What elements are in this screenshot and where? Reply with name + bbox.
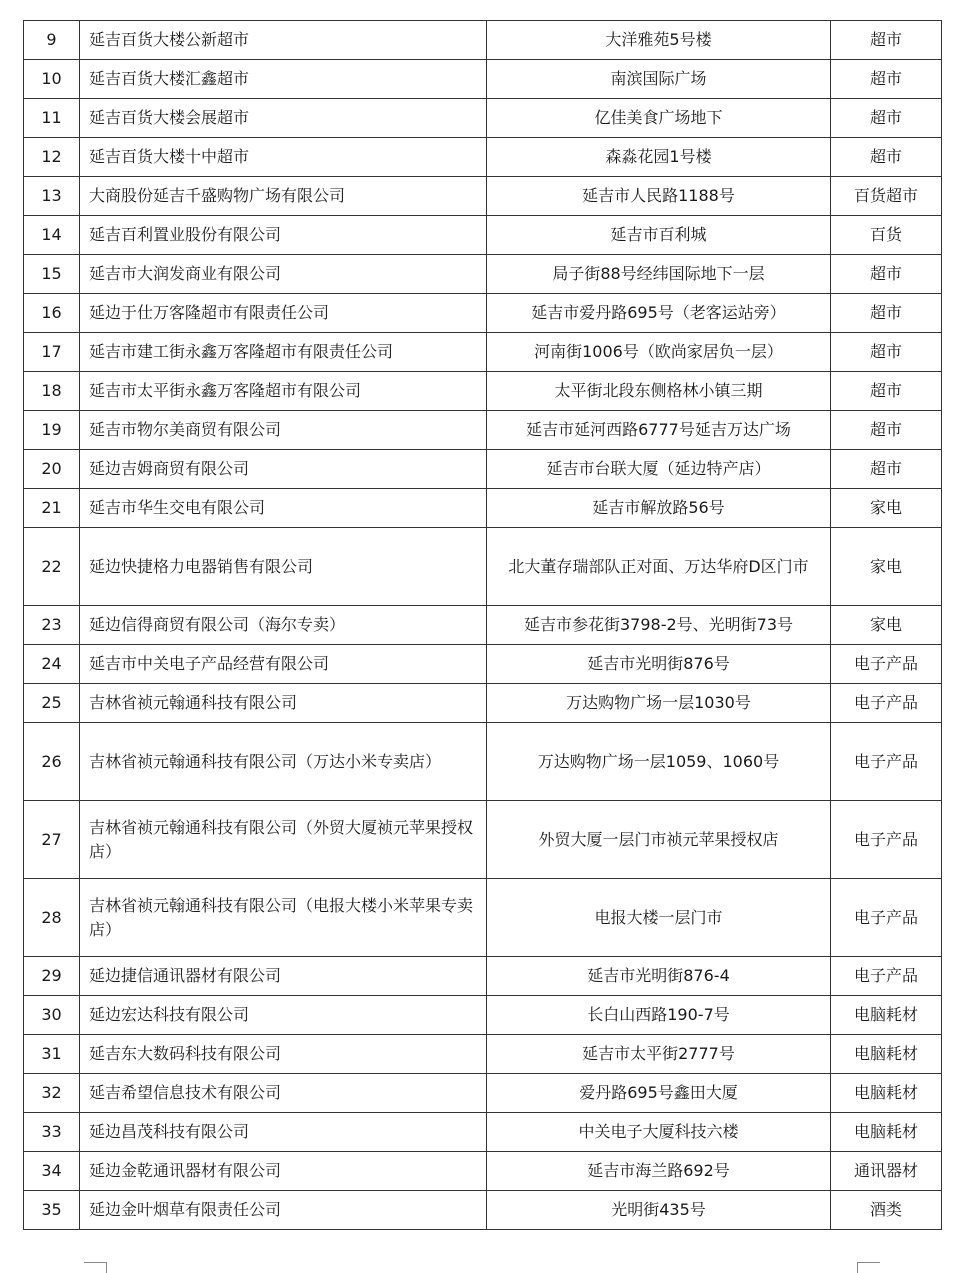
table-row	[24, 645, 942, 684]
address: 万达购物广场一层1030号	[487, 684, 831, 723]
address: 中关电子大厦科技六楼	[487, 1113, 831, 1152]
category: 电脑耗材	[831, 996, 942, 1035]
table-row	[24, 801, 942, 879]
category: 超市	[831, 333, 942, 372]
company-name: 延吉市太平街永鑫万客隆超市有限公司	[80, 372, 487, 411]
address: 局子街88号经纬国际地下一层	[487, 255, 831, 294]
table-row	[24, 177, 942, 216]
row-number: 16	[24, 294, 80, 333]
table-row	[24, 216, 942, 255]
category: 超市	[831, 60, 942, 99]
category: 超市	[831, 138, 942, 177]
company-name: 延吉希望信息技术有限公司	[80, 1074, 487, 1113]
table-row	[24, 99, 942, 138]
company-name: 延边信得商贸有限公司（海尔专卖）	[80, 606, 487, 645]
page-corner-mark-left	[84, 1262, 107, 1273]
table-row	[24, 21, 942, 60]
company-name: 大商股份延吉千盛购物广场有限公司	[80, 177, 487, 216]
category: 电子产品	[831, 957, 942, 996]
row-number: 33	[24, 1113, 80, 1152]
table-row	[24, 60, 942, 99]
row-number: 21	[24, 489, 80, 528]
address: 长白山西路190-7号	[487, 996, 831, 1035]
address: 南滨国际广场	[487, 60, 831, 99]
company-name: 吉林省祯元翰通科技有限公司	[80, 684, 487, 723]
row-number: 24	[24, 645, 80, 684]
row-number: 28	[24, 879, 80, 957]
row-number: 31	[24, 1035, 80, 1074]
category: 家电	[831, 528, 942, 606]
category: 百货	[831, 216, 942, 255]
company-name: 吉林省祯元翰通科技有限公司（万达小米专卖店）	[80, 723, 487, 801]
category: 家电	[831, 489, 942, 528]
category: 电子产品	[831, 645, 942, 684]
category: 电脑耗材	[831, 1113, 942, 1152]
row-number: 20	[24, 450, 80, 489]
table-row	[24, 255, 942, 294]
row-number: 26	[24, 723, 80, 801]
company-name: 延边金叶烟草有限责任公司	[80, 1191, 487, 1230]
category: 家电	[831, 606, 942, 645]
table-row	[24, 1191, 942, 1230]
table-row	[24, 1074, 942, 1113]
address: 延吉市参花街3798-2号、光明街73号	[487, 606, 831, 645]
table-row	[24, 1152, 942, 1191]
merchant-table-body	[24, 21, 942, 1230]
company-name: 延边捷信通讯器材有限公司	[80, 957, 487, 996]
address: 延吉市太平街2777号	[487, 1035, 831, 1074]
row-number: 9	[24, 21, 80, 60]
address: 万达购物广场一层1059、1060号	[487, 723, 831, 801]
address: 外贸大厦一层门市祯元苹果授权店	[487, 801, 831, 879]
table-row	[24, 957, 942, 996]
address: 延吉市解放路56号	[487, 489, 831, 528]
table-row	[24, 489, 942, 528]
company-name: 延吉市物尔美商贸有限公司	[80, 411, 487, 450]
category: 电脑耗材	[831, 1035, 942, 1074]
company-name: 延吉市大润发商业有限公司	[80, 255, 487, 294]
row-number: 18	[24, 372, 80, 411]
address: 延吉市光明街876-4	[487, 957, 831, 996]
company-name: 延吉市华生交电有限公司	[80, 489, 487, 528]
table-row	[24, 372, 942, 411]
company-name: 延吉百利置业股份有限公司	[80, 216, 487, 255]
company-name: 延吉百货大楼汇鑫超市	[80, 60, 487, 99]
company-name: 延吉东大数码科技有限公司	[80, 1035, 487, 1074]
row-number: 34	[24, 1152, 80, 1191]
address: 太平街北段东侧格林小镇三期	[487, 372, 831, 411]
address: 延吉市百利城	[487, 216, 831, 255]
row-number: 13	[24, 177, 80, 216]
company-name: 吉林省祯元翰通科技有限公司（电报大楼小米苹果专卖店）	[80, 879, 487, 957]
company-name: 延边金乾通讯器材有限公司	[80, 1152, 487, 1191]
company-name: 延吉百货大楼公新超市	[80, 21, 487, 60]
row-number: 30	[24, 996, 80, 1035]
company-name: 延边宏达科技有限公司	[80, 996, 487, 1035]
category: 超市	[831, 450, 942, 489]
table-row	[24, 1035, 942, 1074]
table-row	[24, 1113, 942, 1152]
table-row	[24, 528, 942, 606]
company-name: 延边吉姆商贸有限公司	[80, 450, 487, 489]
category: 电子产品	[831, 879, 942, 957]
row-number: 27	[24, 801, 80, 879]
table-row	[24, 723, 942, 801]
company-name: 吉林省祯元翰通科技有限公司（外贸大厦祯元苹果授权店）	[80, 801, 487, 879]
table-row	[24, 138, 942, 177]
table-row	[24, 996, 942, 1035]
table-row	[24, 879, 942, 957]
company-name: 延吉百货大楼会展超市	[80, 99, 487, 138]
merchant-table	[23, 20, 942, 1230]
category: 超市	[831, 255, 942, 294]
row-number: 29	[24, 957, 80, 996]
table-row	[24, 294, 942, 333]
company-name: 延边于仕万客隆超市有限责任公司	[80, 294, 487, 333]
row-number: 25	[24, 684, 80, 723]
category: 超市	[831, 294, 942, 333]
address: 光明街435号	[487, 1191, 831, 1230]
row-number: 22	[24, 528, 80, 606]
category: 酒类	[831, 1191, 942, 1230]
category: 电子产品	[831, 723, 942, 801]
table-row	[24, 684, 942, 723]
address: 延吉市延河西路6777号延吉万达广场	[487, 411, 831, 450]
category: 超市	[831, 411, 942, 450]
table-row	[24, 606, 942, 645]
company-name: 延边快捷格力电器销售有限公司	[80, 528, 487, 606]
table-row	[24, 450, 942, 489]
address: 爱丹路695号鑫田大厦	[487, 1074, 831, 1113]
category: 通讯器材	[831, 1152, 942, 1191]
address: 北大董存瑞部队正对面、万达华府D区门市	[487, 528, 831, 606]
address: 电报大楼一层门市	[487, 879, 831, 957]
row-number: 32	[24, 1074, 80, 1113]
row-number: 12	[24, 138, 80, 177]
company-name: 延边昌茂科技有限公司	[80, 1113, 487, 1152]
row-number: 14	[24, 216, 80, 255]
category: 百货超市	[831, 177, 942, 216]
category: 超市	[831, 99, 942, 138]
table-row	[24, 333, 942, 372]
address: 延吉市光明街876号	[487, 645, 831, 684]
address: 延吉市爱丹路695号（老客运站旁）	[487, 294, 831, 333]
company-name: 延吉百货大楼十中超市	[80, 138, 487, 177]
category: 超市	[831, 372, 942, 411]
address: 森淼花园1号楼	[487, 138, 831, 177]
category: 电子产品	[831, 801, 942, 879]
address: 延吉市台联大厦（延边特产店）	[487, 450, 831, 489]
address: 延吉市人民路1188号	[487, 177, 831, 216]
address: 亿佳美食广场地下	[487, 99, 831, 138]
company-name: 延吉市建工街永鑫万客隆超市有限责任公司	[80, 333, 487, 372]
page-corner-mark-right	[857, 1262, 880, 1273]
row-number: 15	[24, 255, 80, 294]
address: 河南街1006号（欧尚家居负一层）	[487, 333, 831, 372]
category: 电脑耗材	[831, 1074, 942, 1113]
address: 大洋雅苑5号楼	[487, 21, 831, 60]
company-name: 延吉市中关电子产品经营有限公司	[80, 645, 487, 684]
row-number: 11	[24, 99, 80, 138]
row-number: 23	[24, 606, 80, 645]
row-number: 35	[24, 1191, 80, 1230]
category: 超市	[831, 21, 942, 60]
table-row	[24, 411, 942, 450]
row-number: 19	[24, 411, 80, 450]
category: 电子产品	[831, 684, 942, 723]
row-number: 17	[24, 333, 80, 372]
address: 延吉市海兰路692号	[487, 1152, 831, 1191]
row-number: 10	[24, 60, 80, 99]
